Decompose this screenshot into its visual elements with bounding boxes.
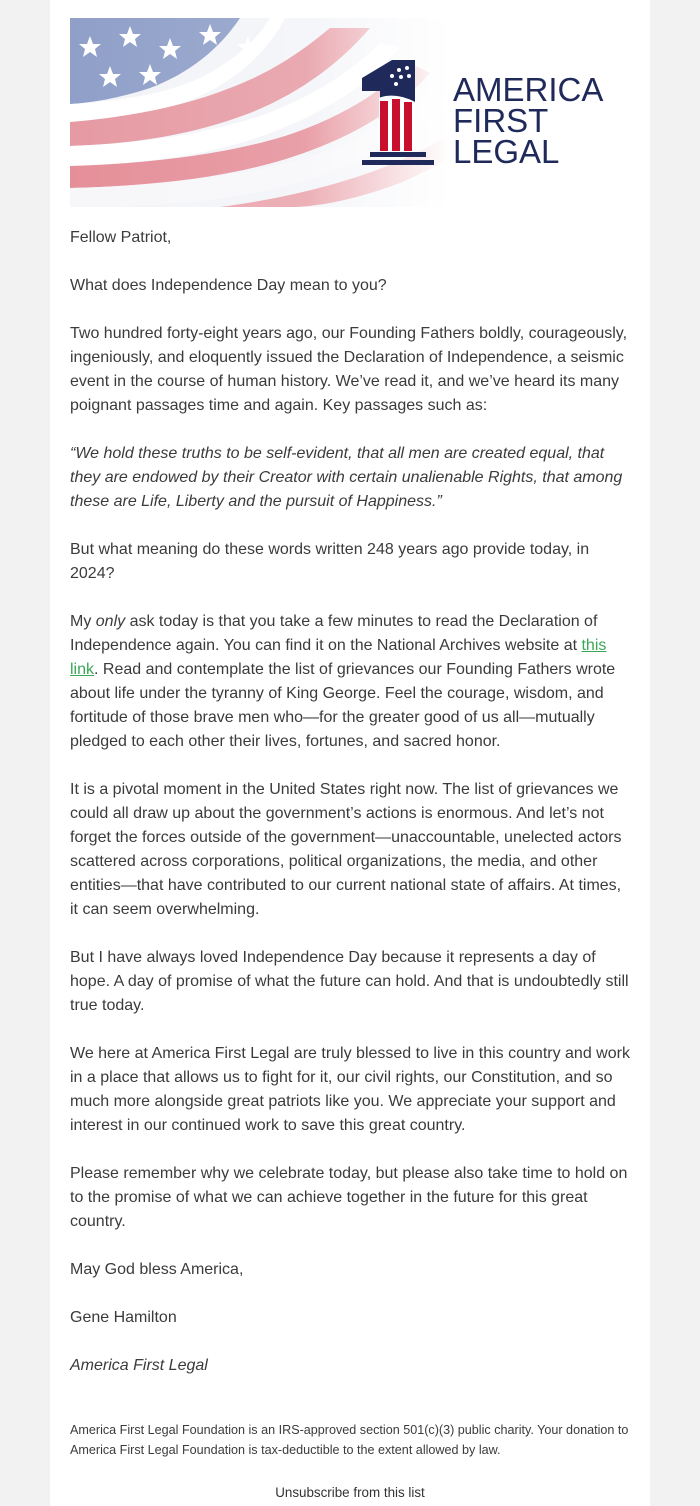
charity-disclaimer: America First Legal Foundation is an IRS-approved section 501(c)(3) public charity. Your donation to America First Legal Foundation is tax-deductible to the extent allowed by law. — [70, 1423, 629, 1457]
paragraph-with-link — [70, 610, 632, 754]
paragraph: But I have always loved Independence Day because it represents a day of hope. A day of promise of what the future can hold. And that is undoubtedly still true today. — [70, 949, 629, 1014]
emphasis-only: only — [95, 613, 126, 630]
declaration-quote: “We hold these truths to be self-evident, that all men are created equal, that they are endowed by their Creator with certain unalienable Rights, that among these are Life, Liberty and the pursuit of Happiness.” — [70, 445, 623, 510]
header-banner — [70, 18, 630, 207]
signer-name: Gene Hamilton — [70, 1309, 177, 1326]
logo-line-3: LEGAL — [453, 133, 560, 170]
text-span: . Read and contemplate the list of grievances our Founding Fathers wrote about life under the tyranny of King George. Feel the courage, wisdom, and fortitude of those brave men who—for the greater good of us all—mutually pledged to each other their lives, fortunes, and sacred honor. — [70, 661, 616, 750]
logo-line-1: AMERICA — [453, 71, 604, 108]
greeting: Fellow Patriot, — [70, 229, 172, 246]
paragraph: But what meaning do these words written 248 years ago provide today, in 2024? — [70, 541, 590, 582]
paragraph: Please remember why we celebrate today, but please also take time to hold on to the promise of what we can achieve together in the future for this great country. — [70, 1165, 628, 1230]
closing: May God bless America, — [70, 1261, 244, 1278]
email-body — [50, 0, 650, 1506]
signer-organization: America First Legal — [70, 1357, 208, 1374]
paragraph: It is a pivotal moment in the United States right now. The list of grievances we could all draw up about the government’s actions is enormous. And let’s not forget the forces outside of the government—unaccountable, unelected actors scattered across corporations, political organizations, the media, and other entities—that have contributed to our current national state of affairs. At times, it can seem overwhelming. — [70, 781, 622, 918]
paragraph: What does Independence Day mean to you? — [70, 277, 387, 294]
letter-content — [70, 226, 632, 1402]
text-span: My — [70, 613, 96, 630]
paragraph: We here at America First Legal are truly blessed to live in this country and work in a place that allows us to fight for it, our civil rights, our Constitution, and so much more alongside great patriots like you. We appreciate your support and interest in our continued work to save this great country. — [70, 1045, 630, 1134]
paragraph: Two hundred forty-eight years ago, our Founding Fathers boldly, courageously, ingeniously, and eloquently issued the Declaration of Independence, a seismic event in the course of human history. We’ve read it, and we’ve heard its many poignant passages time and again. Key passages such as: — [70, 325, 628, 414]
national-archives-link[interactable]: this link — [70, 637, 607, 678]
text-span: ask today is that you take a few minutes to read the Declaration of Independence again. You can find it on the National Archives website at — [70, 613, 598, 654]
unsubscribe-link[interactable]: Unsubscribe from this list — [275, 1485, 425, 1500]
logo-line-2: FIRST — [453, 102, 549, 139]
